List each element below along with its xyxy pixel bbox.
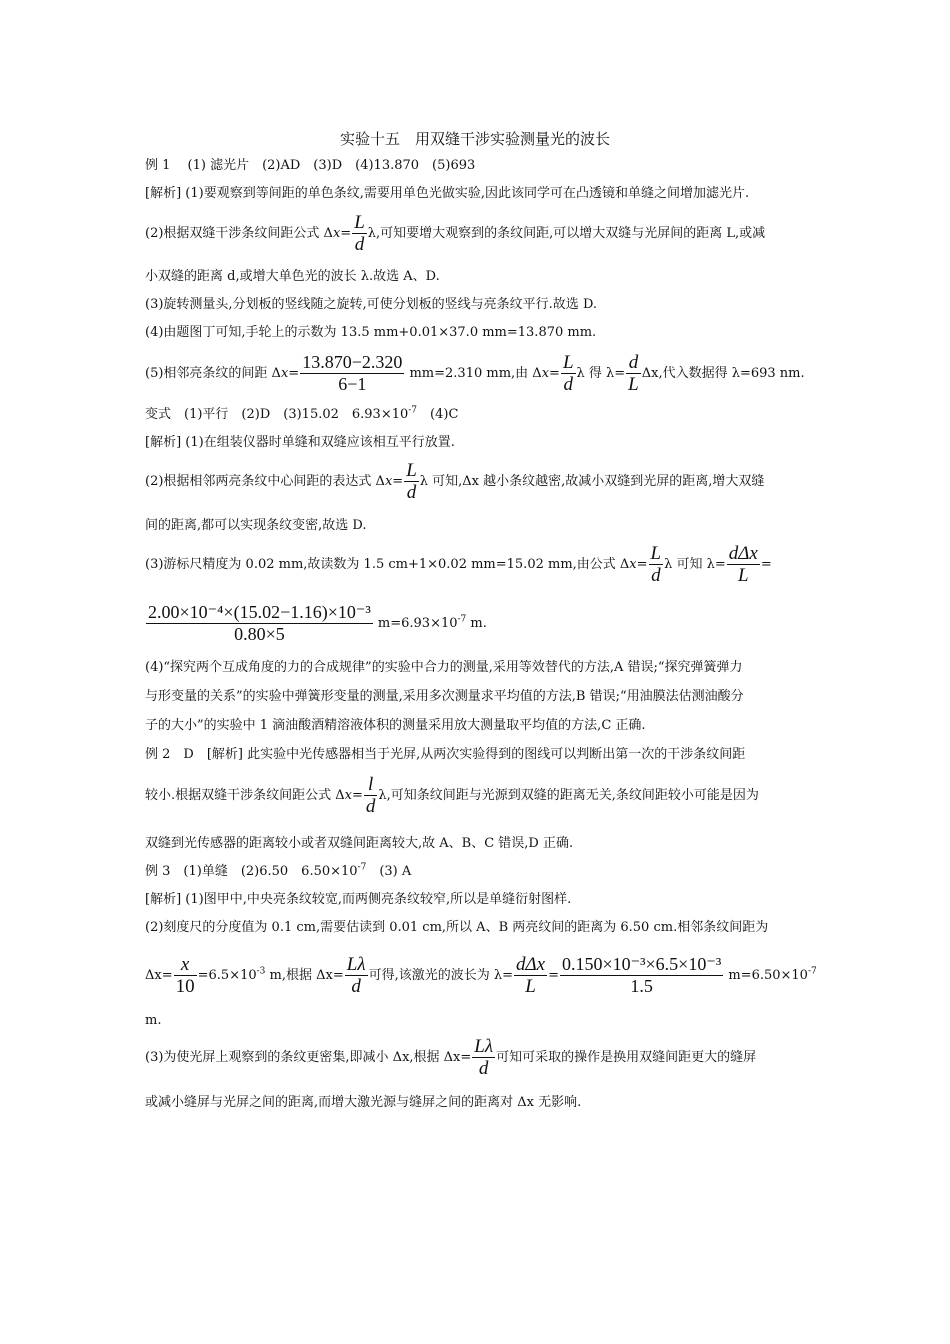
ex3-analysis-2-unit: m.	[145, 1013, 162, 1028]
denominator: L	[738, 565, 749, 586]
exponent: -3	[256, 966, 266, 977]
variant-analysis-2	[145, 460, 805, 504]
numerator: L	[650, 543, 662, 564]
fraction-l-over-d	[364, 774, 378, 817]
text: mm=2.310 mm,由 Δ	[405, 366, 542, 381]
text: 可知可采取的操作是换用双缝间距更大的缝屏	[496, 1050, 757, 1065]
variant-analysis-1: [解析] (1)在组装仪器时单缝和双缝应该相互平行放置.	[145, 435, 455, 450]
text: (2)根据相邻两亮条纹中心间距的表达式 Δ	[145, 474, 385, 489]
denominator: 6−1	[338, 374, 367, 394]
variant-analysis-4-1: (4)“探究两个互成角度的力的合成规律”的实验中合力的测量,采用等效替代的方法,A 错误;“探究弹簧弹力	[145, 660, 743, 675]
fraction-L-over-d	[561, 352, 576, 395]
text: 变式 (1)平行 (2)D (3)15.02 6.93×10	[145, 407, 409, 422]
numerator: x	[174, 954, 197, 976]
variant-analysis-3-calc	[145, 600, 805, 648]
text: m=6.93×10	[373, 616, 458, 631]
text: =	[288, 366, 300, 381]
variant-analysis-4-2: 与形变量的关系”的实验中弹簧形变量的测量,采用多次测量求平均值的方法,B 错误;“用油膜法估测油酸分	[145, 689, 744, 704]
var-x: x	[344, 788, 352, 803]
ex3-analysis-2: (2)刻度尺的分度值为 0.1 cm,需要估读到 0.01 cm,所以 A、B 两亮纹间的距离为 6.50 cm.相邻条纹间距为	[145, 920, 769, 935]
text: λ 可知,Δx 越小条纹越密,故减小双缝到光屏的距离,增大双缝	[419, 474, 765, 489]
text: =	[340, 226, 352, 241]
numerator: Lλ	[346, 954, 366, 975]
numerator: L	[562, 352, 574, 373]
ex1-analysis-2-cont: 小双缝的距离 d,或增大单色光的波长 λ.故选 A、D.	[145, 269, 440, 284]
denominator: L	[628, 374, 639, 395]
text: m,根据 Δx=	[265, 968, 344, 983]
text: =6.5×10	[197, 968, 257, 983]
text: (3)为使光屏上观察到的条纹更密集,即减小 Δx,根据 Δx=	[145, 1050, 472, 1065]
denominator: d	[651, 565, 661, 586]
ex3-analysis-3-cont: 或减小缝屏与光屏之间的距离,而增大激光源与缝屏之间的距离对 Δx 无影响.	[145, 1095, 582, 1110]
var-x: x	[332, 226, 341, 241]
numerator: d	[626, 352, 641, 374]
var-x: x	[384, 474, 393, 489]
text: λ 可知 λ=	[664, 557, 726, 572]
ex3-analysis-2-calc	[145, 952, 817, 1000]
fraction-L-over-d	[352, 212, 367, 255]
numerator: 13.870−2.320	[302, 352, 403, 372]
exponent: -7	[807, 966, 817, 977]
text: λ,可知要增大观察到的条纹间距,可以增大双缝与光屏间的距离 L,或减	[367, 226, 766, 241]
fraction-L-over-d	[649, 543, 664, 586]
exponent: -7	[357, 862, 367, 873]
text: m=6.50×10	[724, 968, 808, 983]
fraction-Llambda-over-d	[345, 954, 368, 997]
page-title: 实验十五 用双缝干涉实验测量光的波长	[339, 130, 610, 148]
denominator: 10	[175, 976, 195, 997]
variant-analysis-2-cont: 间的距离,都可以实现条纹变密,故选 D.	[145, 518, 367, 533]
ex1-analysis-3: (3)旋转测量头,分划板的竖线随之旋转,可使分划板的竖线与亮条纹平行.故选 D.	[145, 297, 598, 312]
fraction-calc	[560, 954, 723, 997]
text: =	[548, 968, 559, 983]
denominator: d	[478, 1058, 489, 1079]
text: 较小.根据双缝干涉条纹间距公式 Δ	[145, 788, 345, 803]
text: (2)根据双缝干涉条纹间距公式 Δ	[145, 226, 333, 241]
fraction-d-over-L	[626, 352, 641, 395]
fraction-Llambda-over-d	[472, 1036, 495, 1079]
numerator: L	[406, 460, 417, 481]
exponent: -7	[457, 614, 467, 625]
denominator: d	[351, 976, 361, 997]
text: λ,可知条纹间距与光源到双缝的距离无关,条纹间距较小可能是因为	[378, 788, 759, 803]
denominator: 0.80×5	[234, 624, 285, 644]
variant-answers	[145, 406, 805, 424]
text: λ 得 λ=	[576, 366, 626, 381]
text: Δx=	[145, 968, 173, 983]
var-x: x	[629, 557, 637, 572]
fraction-calc	[146, 602, 373, 645]
ex1-analysis-2	[145, 212, 805, 256]
denominator: d	[365, 796, 376, 817]
text: =	[549, 366, 560, 381]
denominator: 1.5	[630, 976, 653, 996]
text: (5)相邻亮条纹的间距 Δ	[145, 366, 281, 381]
ex2-line-1: 例 2 D [解析] 此实验中光传感器相当于光屏,从两次实验得到的图线可以判断出第一次的干涉条纹间距	[145, 747, 746, 762]
numerator: 2.00×10⁻⁴×(15.02−1.16)×10⁻³	[148, 602, 371, 622]
numerator: Lλ	[474, 1036, 494, 1057]
fraction-d-dx-over-L	[514, 954, 547, 997]
numerator: l	[364, 774, 378, 796]
ex1-analysis-5	[145, 351, 805, 397]
text: (4)C	[417, 407, 459, 422]
ex1-analysis-1: [解析] (1)要观察到等间距的单色条纹,需要用单色光做实验,因此该同学可在凸透镜和单缝之间增加滤光片.	[145, 186, 750, 201]
variant-analysis-4-3: 子的大小”的实验中 1 滴油酸酒精溶液体积的测量采用放大测量取平均值的方法,C 正确.	[145, 718, 646, 733]
exponent: -7	[408, 405, 418, 416]
numerator: L	[354, 212, 365, 233]
ex1-analysis-4: (4)由题图丁可知,手轮上的示数为 13.5 mm+0.01×37.0 mm=13.870 mm.	[145, 325, 597, 340]
fraction-spacing	[300, 352, 404, 395]
text: =	[392, 474, 404, 489]
denominator: d	[563, 374, 573, 395]
numerator: 0.150×10⁻³×6.5×10⁻³	[561, 954, 722, 974]
denominator: d	[406, 482, 417, 503]
text: =	[352, 788, 363, 803]
text: 可得,该激光的波长为 λ=	[368, 968, 513, 983]
fraction-x-over-10	[174, 954, 197, 997]
text: =	[636, 557, 648, 572]
text: Δx,代入数据得 λ=693 nm.	[641, 366, 805, 381]
ex2-line-3: 双缝到光传感器的距离较小或者双缝间距离较大,故 A、B、C 错误,D 正确.	[145, 836, 574, 851]
text: (3) A	[366, 864, 412, 879]
ex3-answers	[145, 863, 805, 881]
var-x: x	[541, 366, 550, 381]
numerator: dΔx	[515, 954, 546, 975]
fraction-d-dx-over-L	[727, 543, 760, 586]
text: 例 3 (1)单缝 (2)6.50 6.50×10	[145, 864, 358, 879]
ex3-analysis-1: [解析] (1)图甲中,中央亮条纹较宽,而两侧亮条纹较窄,所以是单缝衍射图样.	[145, 892, 572, 907]
ex2-line-2	[145, 774, 805, 818]
denominator: d	[354, 234, 365, 255]
ex3-analysis-3	[145, 1036, 805, 1080]
variant-analysis-3	[145, 543, 805, 587]
fraction-L-over-d	[404, 460, 419, 503]
ex1-answers: 例 1 (1) 滤光片 (2)AD (3)D (4)13.870 (5)693	[145, 158, 476, 173]
text: m.	[466, 616, 487, 631]
numerator: dΔx	[728, 543, 758, 564]
denominator: L	[525, 976, 536, 997]
text: (3)游标尺精度为 0.02 mm,故读数为 1.5 cm+1×0.02 mm=15.02 mm,由公式 Δ	[145, 557, 630, 572]
text: =	[760, 557, 772, 572]
var-x: x	[280, 366, 289, 381]
